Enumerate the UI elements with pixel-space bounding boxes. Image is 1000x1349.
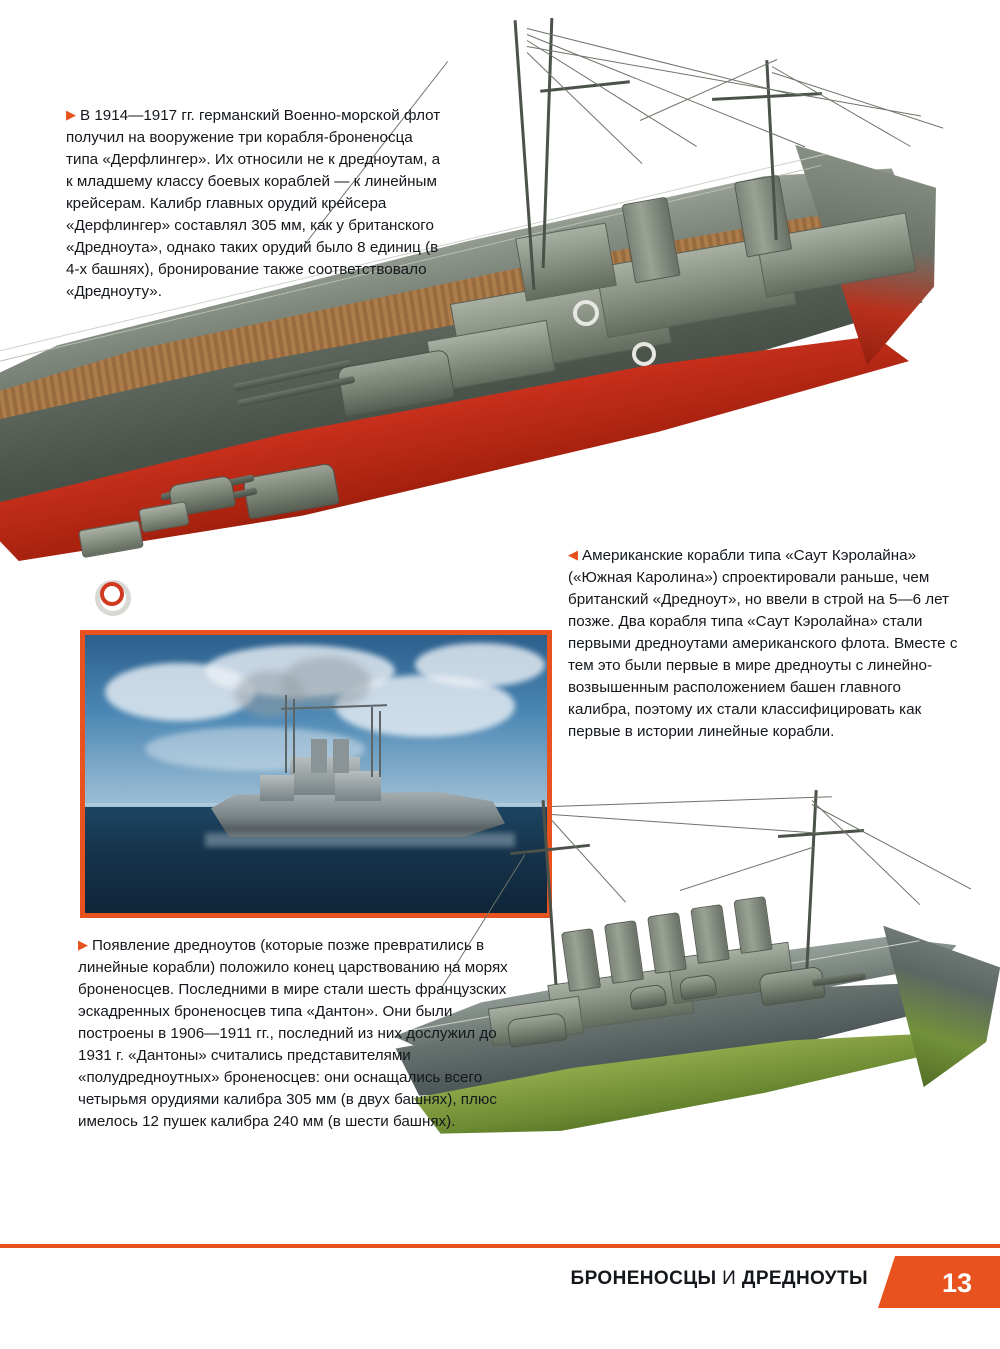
funnel-5: [733, 896, 772, 954]
paragraph-text: В 1914—1917 гг. германский Военно-морской флот получил на вооружение три корабля-броненосца типа «Дерфлингер». Их относили не к дредноутам, а к младшему классу боевых кораблей — к линейным крейсерам. Калибр главных орудий крейсера «Дерфлингер» составлял 305 мм, как у британского «Дредноута», однако таких орудий было 8 единиц (в 4-х башнях), бронирование также соответствовало «Дредноуту».: [66, 107, 441, 301]
footer-title-part-2: ДРЕДНОУТЫ: [741, 1268, 868, 1289]
funnel: [311, 739, 327, 773]
ship-superstructure: [335, 771, 381, 801]
life-ring: [573, 300, 599, 326]
page-number: 13: [941, 1268, 972, 1298]
bullet-marker-icon: ▶: [66, 107, 76, 122]
funnel-4: [690, 904, 729, 964]
text-block-south-carolina: [568, 545, 958, 743]
cage-mast-aft-strut: [379, 711, 381, 777]
text-block-derfflinger: [66, 105, 446, 303]
cloud: [415, 643, 545, 687]
text-block-danton: [78, 935, 508, 1133]
paragraph-text: Американские корабли типа «Саут Кэролайна» («Южная Каролина») спроектировали раньше, чем британский «Дредноут», но ввели в строй на 5—6 лет позже. Два корабля типа «Саут Кэролайна» стали первыми дредноутами американского флота. Вместе с тем это были первые в мире дредноуты с линейно-возвышенным расположением башен главного калибра, поэтому их стали классифицировать как первые в истории линейные корабли.: [568, 547, 958, 741]
ship-superstructure: [260, 775, 294, 801]
rigging-line: [552, 796, 832, 807]
funnel-3: [647, 912, 687, 974]
page-number-tab: [878, 1256, 1000, 1308]
cage-mast-aft: [371, 707, 373, 777]
rigging-line: [552, 814, 821, 834]
life-ring: [632, 342, 656, 366]
bullet-marker-icon: ◀: [568, 547, 578, 562]
bullet-marker-icon: ▶: [78, 937, 88, 952]
footer-title-conjunction: И: [716, 1268, 742, 1289]
footer-divider: [0, 1244, 1000, 1248]
footer-title-part-1: БРОНЕНОСЦЫ: [570, 1268, 717, 1289]
funnel: [333, 739, 349, 773]
rigging-line: [552, 820, 626, 902]
rigging-line: [680, 847, 813, 891]
paragraph-text: Появление дредноутов (которые позже превратились в линейные корабли) положило конец царствованию на морях броненосцев. Последними в мире стали шесть французских эскадренных броненосцев типа «Дантон». Они были построены в 1906—1911 гг., последний из них дослужил до 1931 г. «Дантоны» считались представителями «полудредноутных» броненосцев: они оснащались всего четырьмя орудиями калибра 305 мм (в двух башнях), плюс имелось 12 пушек калибра 240 мм (в шести башнях).: [78, 937, 508, 1131]
footer-section-title: [571, 1268, 868, 1290]
cage-mast-forward-strut: [293, 699, 295, 773]
funnel-1: [561, 928, 601, 992]
funnel-2: [604, 920, 644, 984]
